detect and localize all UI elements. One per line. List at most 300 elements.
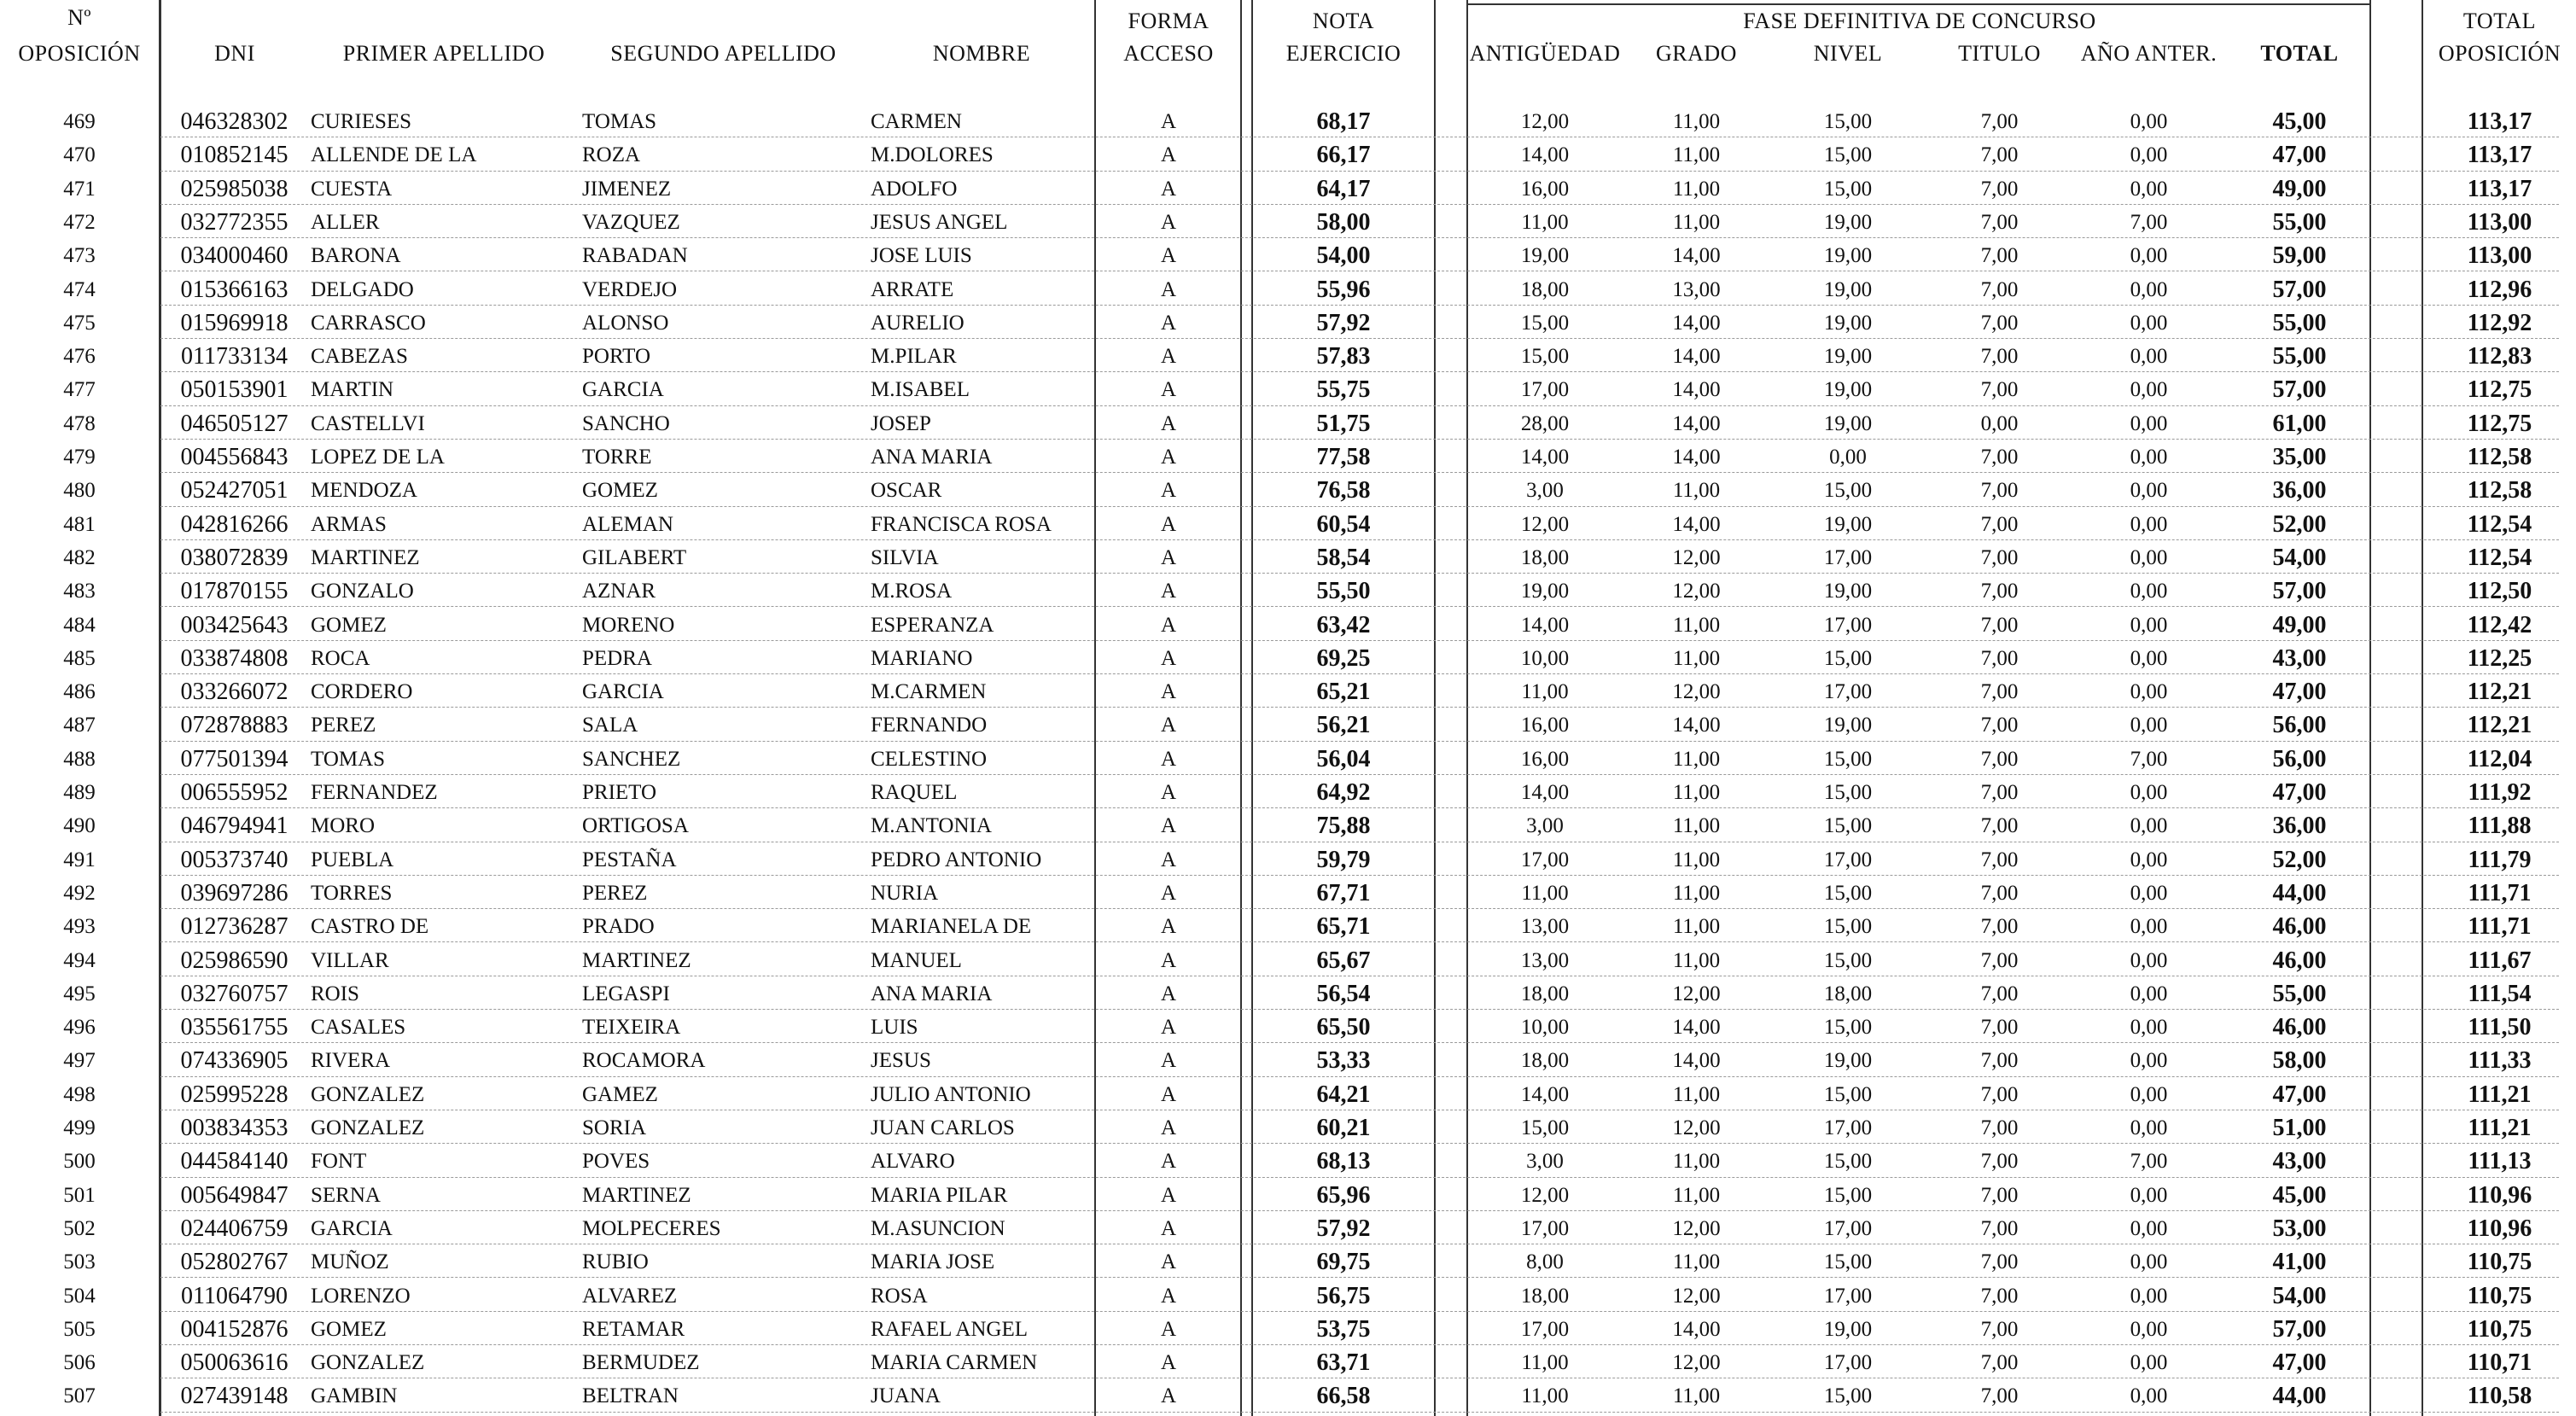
segundo-apellido-cell: SORIA — [582, 1116, 647, 1139]
nivel-cell: 19,00 — [1823, 345, 1873, 369]
total-concurso-cell: 58,00 — [2272, 1047, 2327, 1075]
grado-cell: 11,00 — [1672, 747, 1721, 771]
header-ano-anter: AÑO ANTER. — [2080, 41, 2218, 66]
grado-cell: 11,00 — [1672, 781, 1721, 804]
dni-cell: 052802767 — [180, 1249, 288, 1276]
segundo-apellido-cell: ALEMAN — [582, 512, 673, 536]
nota-ejercicio-cell: 53,33 — [1316, 1047, 1371, 1075]
forma-acceso-cell: A — [1160, 580, 1177, 603]
row-number: 499 — [63, 1116, 96, 1139]
nota-ejercicio-cell: 53,75 — [1316, 1315, 1371, 1343]
nota-ejercicio-cell: 63,42 — [1316, 611, 1371, 638]
total-concurso-cell: 52,00 — [2272, 510, 2327, 538]
nivel-cell: 15,00 — [1823, 479, 1873, 503]
grado-cell: 11,00 — [1672, 1082, 1721, 1106]
grado-cell: 11,00 — [1672, 613, 1721, 637]
nombre-cell: MARIANELA DE — [871, 915, 1032, 939]
segundo-apellido-cell: ALVAREZ — [582, 1284, 678, 1308]
total-oposicion-cell: 110,96 — [2467, 1181, 2532, 1209]
primer-apellido-cell: GAMBIN — [311, 1384, 398, 1408]
titulo-cell: 7,00 — [1980, 646, 2019, 670]
total-oposicion-cell: 111,50 — [2468, 1014, 2532, 1041]
total-concurso-cell: 57,00 — [2272, 578, 2327, 605]
table-row — [0, 205, 2576, 238]
nombre-cell: MARIA JOSE — [871, 1250, 995, 1274]
forma-acceso-cell: A — [1160, 378, 1177, 402]
nivel-cell: 15,00 — [1823, 177, 1873, 201]
forma-acceso-cell: A — [1160, 1183, 1177, 1207]
ano-anter-cell: 0,00 — [2130, 378, 2168, 402]
total-oposicion-cell: 110,75 — [2467, 1315, 2532, 1343]
segundo-apellido-cell: PORTO — [582, 345, 651, 369]
nombre-cell: JOSE LUIS — [871, 244, 972, 268]
table-row — [0, 574, 2576, 607]
total-concurso-cell: 36,00 — [2272, 477, 2327, 504]
table-row — [0, 172, 2576, 205]
dni-cell: 027439148 — [180, 1383, 288, 1410]
table-row — [0, 507, 2576, 540]
grado-cell: 11,00 — [1672, 915, 1721, 939]
header-n: Nº — [67, 5, 91, 30]
row-number: 494 — [63, 948, 96, 972]
antiguedad-cell: 19,00 — [1520, 244, 1570, 268]
total-oposicion-cell: 110,71 — [2467, 1349, 2532, 1377]
table-row — [0, 1279, 2576, 1312]
grado-cell: 11,00 — [1672, 814, 1721, 838]
segundo-apellido-cell: GARCIA — [582, 378, 664, 402]
primer-apellido-cell: CASALES — [311, 1016, 406, 1040]
nota-ejercicio-cell: 56,75 — [1316, 1282, 1371, 1309]
nota-ejercicio-cell: 68,17 — [1316, 108, 1371, 135]
nota-ejercicio-cell: 57,92 — [1316, 1215, 1371, 1242]
segundo-apellido-cell: MARTINEZ — [582, 948, 691, 972]
grado-cell: 11,00 — [1672, 210, 1721, 234]
total-concurso-cell: 41,00 — [2272, 1249, 2327, 1276]
segundo-apellido-cell: TORRE — [582, 446, 652, 469]
total-oposicion-cell: 112,75 — [2467, 376, 2532, 404]
header-acceso: ACCESO — [1123, 41, 1214, 66]
nombre-cell: OSCAR — [871, 479, 942, 503]
table-row — [0, 473, 2576, 506]
primer-apellido-cell: ALLENDE DE LA — [311, 143, 477, 167]
dni-cell: 003425643 — [180, 611, 288, 638]
total-oposicion-cell: 111,13 — [2468, 1148, 2532, 1175]
nota-ejercicio-cell: 68,13 — [1316, 1148, 1371, 1175]
table-row — [0, 137, 2576, 171]
total-oposicion-cell: 112,25 — [2467, 644, 2532, 672]
segundo-apellido-cell: RUBIO — [582, 1250, 649, 1274]
nivel-cell: 19,00 — [1823, 1049, 1873, 1073]
titulo-cell: 7,00 — [1980, 1082, 2019, 1106]
ano-anter-cell: 0,00 — [2130, 446, 2168, 469]
row-number: 475 — [63, 311, 96, 335]
grado-cell: 12,00 — [1672, 680, 1721, 704]
total-oposicion-cell: 110,58 — [2467, 1383, 2532, 1410]
nombre-cell: MARIANO — [871, 646, 973, 670]
ano-anter-cell: 0,00 — [2130, 680, 2168, 704]
ano-anter-cell: 0,00 — [2130, 982, 2168, 1005]
nivel-cell: 15,00 — [1823, 1016, 1873, 1040]
antiguedad-cell: 12,00 — [1520, 110, 1570, 133]
segundo-apellido-cell: RETAMAR — [582, 1317, 685, 1341]
antiguedad-cell: 10,00 — [1520, 646, 1570, 670]
table-row — [0, 1378, 2576, 1412]
nombre-cell: ANA MARIA — [871, 982, 993, 1005]
nivel-cell: 17,00 — [1823, 1216, 1873, 1240]
ano-anter-cell: 0,00 — [2130, 512, 2168, 536]
segundo-apellido-cell: MORENO — [582, 613, 675, 637]
primer-apellido-cell: GOMEZ — [311, 613, 387, 637]
nombre-cell: FRANCISCA ROSA — [871, 512, 1052, 536]
ano-anter-cell: 0,00 — [2130, 1384, 2168, 1408]
nota-ejercicio-cell: 51,75 — [1316, 410, 1371, 437]
antiguedad-cell: 11,00 — [1521, 1384, 1569, 1408]
header-primer-apellido: PRIMER APELLIDO — [342, 41, 545, 66]
row-number: 489 — [63, 781, 96, 804]
primer-apellido-cell: MUÑOZ — [311, 1250, 389, 1274]
nombre-cell: ARRATE — [871, 277, 954, 301]
forma-acceso-cell: A — [1160, 345, 1177, 369]
titulo-cell: 7,00 — [1980, 446, 2019, 469]
ano-anter-cell: 0,00 — [2130, 1284, 2168, 1308]
ano-anter-cell: 0,00 — [2130, 244, 2168, 268]
table-row — [0, 1345, 2576, 1378]
forma-acceso-cell: A — [1160, 277, 1177, 301]
ano-anter-cell: 0,00 — [2130, 1317, 2168, 1341]
titulo-cell: 7,00 — [1980, 781, 2019, 804]
header-fase-definitiva: FASE DEFINITIVA DE CONCURSO — [1743, 9, 2096, 33]
row-number: 478 — [63, 411, 96, 435]
table-row — [0, 775, 2576, 808]
table-row — [0, 808, 2576, 842]
titulo-cell: 7,00 — [1980, 1016, 2019, 1040]
ano-anter-cell: 0,00 — [2130, 311, 2168, 335]
total-oposicion-cell: 112,04 — [2467, 745, 2532, 772]
row-number: 503 — [63, 1250, 96, 1274]
antiguedad-cell: 13,00 — [1520, 948, 1570, 972]
segundo-apellido-cell: SALA — [582, 714, 638, 737]
header-nivel: NIVEL — [1813, 41, 1883, 66]
primer-apellido-cell: GARCIA — [311, 1216, 393, 1240]
nivel-cell: 15,00 — [1823, 110, 1873, 133]
segundo-apellido-cell: SANCHO — [582, 411, 670, 435]
primer-apellido-cell: CABEZAS — [311, 345, 408, 369]
ano-anter-cell: 0,00 — [2130, 1250, 2168, 1274]
total-concurso-cell: 46,00 — [2272, 913, 2327, 941]
primer-apellido-cell: VILLAR — [311, 948, 389, 972]
nombre-cell: ADOLFO — [871, 177, 958, 201]
row-number: 496 — [63, 1016, 96, 1040]
segundo-apellido-cell: MOLPECERES — [582, 1216, 721, 1240]
header-dni: DNI — [214, 41, 255, 66]
dni-cell: 032772355 — [180, 208, 288, 236]
primer-apellido-cell: CORDERO — [311, 680, 413, 704]
dni-cell: 033874808 — [180, 644, 288, 672]
segundo-apellido-cell: PRIETO — [582, 781, 657, 804]
dni-cell: 005373740 — [180, 846, 288, 873]
ano-anter-cell: 0,00 — [2130, 110, 2168, 133]
ano-anter-cell: 0,00 — [2130, 948, 2168, 972]
grado-cell: 11,00 — [1672, 479, 1721, 503]
antiguedad-cell: 14,00 — [1520, 1082, 1570, 1106]
nivel-cell: 19,00 — [1823, 580, 1873, 603]
forma-acceso-cell: A — [1160, 1351, 1177, 1375]
titulo-cell: 7,00 — [1980, 747, 2019, 771]
dni-cell: 032760757 — [180, 980, 288, 1007]
titulo-cell: 7,00 — [1980, 1183, 2019, 1207]
nota-ejercicio-cell: 57,83 — [1316, 343, 1371, 370]
row-number: 495 — [63, 982, 96, 1005]
total-oposicion-cell: 111,88 — [2468, 813, 2532, 840]
total-oposicion-cell: 111,21 — [2468, 1115, 2532, 1141]
antiguedad-cell: 3,00 — [1526, 479, 1564, 503]
total-oposicion-cell: 111,67 — [2468, 947, 2532, 974]
segundo-apellido-cell: LEGASPI — [582, 982, 670, 1005]
grado-cell: 11,00 — [1672, 848, 1721, 871]
nota-ejercicio-cell: 64,92 — [1316, 779, 1371, 806]
row-number: 506 — [63, 1351, 96, 1375]
forma-acceso-cell: A — [1160, 948, 1177, 972]
antiguedad-cell: 17,00 — [1520, 848, 1570, 871]
nombre-cell: JOSEP — [871, 411, 931, 435]
grado-cell: 14,00 — [1672, 378, 1721, 402]
titulo-cell: 7,00 — [1980, 277, 2019, 301]
nivel-cell: 17,00 — [1823, 1284, 1873, 1308]
table-row — [0, 1312, 2576, 1345]
dni-cell: 042816266 — [180, 510, 288, 538]
dni-cell: 072878883 — [180, 712, 288, 739]
total-concurso-cell: 51,00 — [2272, 1115, 2327, 1141]
segundo-apellido-cell: POVES — [582, 1150, 650, 1174]
nota-ejercicio-cell: 57,92 — [1316, 309, 1371, 336]
segundo-apellido-cell: AZNAR — [582, 580, 656, 603]
nombre-cell: LUIS — [871, 1016, 918, 1040]
ano-anter-cell: 0,00 — [2130, 345, 2168, 369]
dni-cell: 011733134 — [181, 343, 288, 370]
nombre-cell: ANA MARIA — [871, 446, 993, 469]
grado-cell: 12,00 — [1672, 1284, 1721, 1308]
total-oposicion-cell: 112,21 — [2467, 679, 2532, 706]
grado-cell: 12,00 — [1672, 1216, 1721, 1240]
table-row — [0, 674, 2576, 708]
total-oposicion-cell: 112,21 — [2467, 712, 2532, 739]
forma-acceso-cell: A — [1160, 446, 1177, 469]
ano-anter-cell: 0,00 — [2130, 848, 2168, 871]
nota-ejercicio-cell: 55,96 — [1316, 276, 1371, 303]
header-total-oposicion: OPOSICIÓN — [2438, 41, 2561, 66]
primer-apellido-cell: GONZALEZ — [311, 1351, 425, 1375]
row-number: 493 — [63, 915, 96, 939]
row-number: 480 — [63, 479, 96, 503]
row-number: 484 — [63, 613, 96, 637]
total-oposicion-cell: 111,71 — [2468, 879, 2532, 906]
dni-cell: 074336905 — [180, 1047, 288, 1075]
nota-ejercicio-cell: 65,67 — [1316, 947, 1371, 974]
antiguedad-cell: 17,00 — [1520, 1216, 1570, 1240]
row-number: 492 — [63, 881, 96, 905]
table-row — [0, 742, 2576, 775]
forma-acceso-cell: A — [1160, 244, 1177, 268]
primer-apellido-cell: RIVERA — [311, 1049, 391, 1073]
dni-cell: 004152876 — [180, 1315, 288, 1343]
nivel-cell: 15,00 — [1823, 915, 1873, 939]
dni-cell: 015366163 — [180, 276, 288, 303]
total-oposicion-cell: 112,54 — [2467, 544, 2532, 571]
forma-acceso-cell: A — [1160, 1049, 1177, 1073]
row-number: 487 — [63, 714, 96, 737]
nivel-cell: 19,00 — [1823, 244, 1873, 268]
nivel-cell: 15,00 — [1823, 1082, 1873, 1106]
antiguedad-cell: 14,00 — [1520, 446, 1570, 469]
forma-acceso-cell: A — [1160, 1284, 1177, 1308]
header-nota: NOTA — [1312, 9, 1375, 33]
total-oposicion-cell: 112,54 — [2467, 510, 2532, 538]
ano-anter-cell: 0,00 — [2130, 814, 2168, 838]
nivel-cell: 17,00 — [1823, 1116, 1873, 1139]
nota-ejercicio-cell: 56,04 — [1316, 745, 1371, 772]
dni-cell: 006555952 — [180, 779, 288, 806]
ano-anter-cell: 0,00 — [2130, 1049, 2168, 1073]
nombre-cell: M.ASUNCION — [871, 1216, 1005, 1240]
row-number: 501 — [63, 1183, 96, 1207]
nombre-cell: M.PILAR — [871, 345, 957, 369]
forma-acceso-cell: A — [1160, 613, 1177, 637]
row-number: 505 — [63, 1317, 96, 1341]
antiguedad-cell: 11,00 — [1521, 881, 1569, 905]
total-oposicion-cell: 111,79 — [2468, 846, 2532, 873]
titulo-cell: 7,00 — [1980, 1317, 2019, 1341]
antiguedad-cell: 14,00 — [1520, 613, 1570, 637]
antiguedad-cell: 11,00 — [1521, 1351, 1569, 1375]
forma-acceso-cell: A — [1160, 311, 1177, 335]
nombre-cell: M.ROSA — [871, 580, 953, 603]
primer-apellido-cell: MORO — [311, 814, 376, 838]
table-row — [0, 641, 2576, 674]
dni-cell: 010852145 — [180, 142, 288, 169]
forma-acceso-cell: A — [1160, 110, 1177, 133]
total-concurso-cell: 43,00 — [2272, 1148, 2327, 1175]
ano-anter-cell: 0,00 — [2130, 646, 2168, 670]
grado-cell: 11,00 — [1672, 1384, 1721, 1408]
dni-cell: 052427051 — [180, 477, 288, 504]
nombre-cell: ROSA — [871, 1284, 928, 1308]
titulo-cell: 7,00 — [1980, 948, 2019, 972]
forma-acceso-cell: A — [1160, 881, 1177, 905]
segundo-apellido-cell: PESTAÑA — [582, 848, 677, 871]
header-forma: FORMA — [1128, 9, 1209, 33]
titulo-cell: 7,00 — [1980, 982, 2019, 1005]
dni-cell: 003834353 — [180, 1115, 288, 1141]
segundo-apellido-cell: GOMEZ — [582, 479, 658, 503]
nota-ejercicio-cell: 77,58 — [1316, 444, 1371, 470]
primer-apellido-cell: PUEBLA — [311, 848, 394, 871]
header-segundo-apellido: SEGUNDO APELLIDO — [610, 41, 836, 66]
nivel-cell: 15,00 — [1823, 1384, 1873, 1408]
row-number: 479 — [63, 446, 96, 469]
grado-cell: 12,00 — [1672, 580, 1721, 603]
primer-apellido-cell: FONT — [311, 1150, 367, 1174]
ano-anter-cell: 7,00 — [2130, 747, 2168, 771]
ano-anter-cell: 0,00 — [2130, 1082, 2168, 1106]
table-row — [0, 306, 2576, 339]
titulo-cell: 7,00 — [1980, 1284, 2019, 1308]
grado-cell: 11,00 — [1672, 1150, 1721, 1174]
dni-cell: 034000460 — [180, 242, 288, 270]
nota-ejercicio-cell: 63,71 — [1316, 1349, 1371, 1377]
antiguedad-cell: 18,00 — [1520, 1284, 1570, 1308]
segundo-apellido-cell: BELTRAN — [582, 1384, 679, 1408]
antiguedad-cell: 13,00 — [1520, 915, 1570, 939]
row-number: 476 — [63, 345, 96, 369]
table-row — [0, 1077, 2576, 1110]
row-number: 474 — [63, 277, 96, 301]
total-concurso-cell: 47,00 — [2272, 1349, 2327, 1377]
table-row — [0, 540, 2576, 574]
total-concurso-cell: 36,00 — [2272, 813, 2327, 840]
grado-cell: 11,00 — [1672, 881, 1721, 905]
grado-cell: 14,00 — [1672, 512, 1721, 536]
row-number: 481 — [63, 512, 96, 536]
ano-anter-cell: 0,00 — [2130, 613, 2168, 637]
primer-apellido-cell: CUESTA — [311, 177, 393, 201]
dni-cell: 025985038 — [180, 175, 288, 202]
segundo-apellido-cell: PEREZ — [582, 881, 648, 905]
nota-ejercicio-cell: 58,54 — [1316, 544, 1371, 571]
antiguedad-cell: 19,00 — [1520, 580, 1570, 603]
nombre-cell: JESUS — [871, 1049, 931, 1073]
titulo-cell: 7,00 — [1980, 1150, 2019, 1174]
table-row — [0, 272, 2576, 306]
forma-acceso-cell: A — [1160, 982, 1177, 1005]
grado-cell: 13,00 — [1672, 277, 1721, 301]
primer-apellido-cell: GONZALO — [311, 580, 414, 603]
ano-anter-cell: 0,00 — [2130, 915, 2168, 939]
forma-acceso-cell: A — [1160, 781, 1177, 804]
grado-cell: 11,00 — [1672, 646, 1721, 670]
total-oposicion-cell: 111,54 — [2468, 980, 2532, 1007]
segundo-apellido-cell: GARCIA — [582, 680, 664, 704]
dni-cell: 017870155 — [180, 578, 288, 605]
primer-apellido-cell: CASTELLVI — [311, 411, 425, 435]
ano-anter-cell: 7,00 — [2130, 210, 2168, 234]
nombre-cell: M.ISABEL — [871, 378, 970, 402]
dni-cell: 044584140 — [180, 1148, 288, 1175]
total-concurso-cell: 49,00 — [2272, 175, 2327, 202]
total-oposicion-cell: 112,58 — [2467, 477, 2532, 504]
titulo-cell: 7,00 — [1980, 244, 2019, 268]
nombre-cell: MARIA CARMEN — [871, 1351, 1038, 1375]
antiguedad-cell: 12,00 — [1520, 512, 1570, 536]
nivel-cell: 15,00 — [1823, 781, 1873, 804]
dni-cell: 039697286 — [180, 879, 288, 906]
nivel-cell: 15,00 — [1823, 143, 1873, 167]
antiguedad-cell: 16,00 — [1520, 714, 1570, 737]
titulo-cell: 7,00 — [1980, 512, 2019, 536]
forma-acceso-cell: A — [1160, 1082, 1177, 1106]
nota-ejercicio-cell: 69,25 — [1316, 644, 1371, 672]
forma-acceso-cell: A — [1160, 1016, 1177, 1040]
antiguedad-cell: 3,00 — [1526, 814, 1564, 838]
nivel-cell: 0,00 — [1829, 446, 1867, 469]
nota-ejercicio-cell: 60,21 — [1316, 1115, 1371, 1141]
nivel-cell: 19,00 — [1823, 411, 1873, 435]
ano-anter-cell: 0,00 — [2130, 714, 2168, 737]
nivel-cell: 18,00 — [1823, 982, 1873, 1005]
titulo-cell: 7,00 — [1980, 1116, 2019, 1139]
dni-cell: 033266072 — [180, 679, 288, 706]
total-concurso-cell: 56,00 — [2272, 712, 2327, 739]
total-concurso-cell: 57,00 — [2272, 276, 2327, 303]
